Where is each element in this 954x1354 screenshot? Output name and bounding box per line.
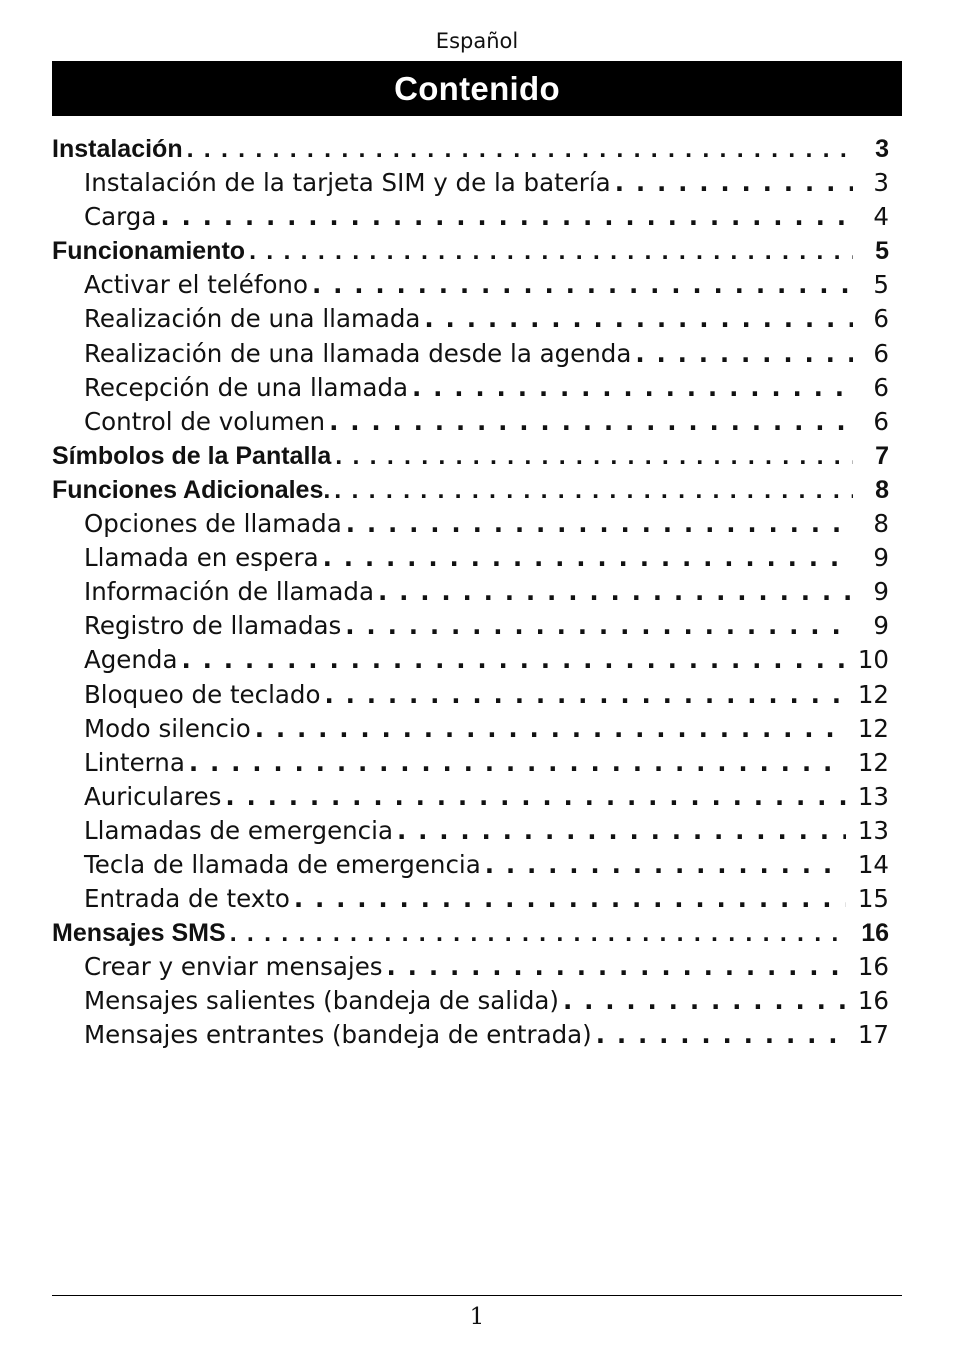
- toc-entry-label: Instalación: [52, 135, 183, 163]
- dot-leader: [312, 268, 853, 302]
- toc-subsection-entry[interactable]: [52, 746, 889, 780]
- toc-entry-page: 16: [861, 919, 889, 948]
- toc-subsection-entry[interactable]: [52, 950, 889, 984]
- toc-subsection-entry[interactable]: [52, 371, 889, 405]
- toc-entry-page: 7: [875, 441, 889, 470]
- toc-subsection-entry[interactable]: [52, 712, 889, 746]
- toc-entry-page: 4: [873, 202, 889, 232]
- toc-section-entry[interactable]: [52, 916, 889, 950]
- toc-subsection-entry[interactable]: [52, 507, 889, 541]
- toc-entry-label: Opciones de llamada: [84, 509, 342, 539]
- dot-leader: [387, 950, 846, 984]
- toc-entry-page: 8: [875, 475, 889, 504]
- toc-entry-label: Modo silencio: [84, 713, 251, 743]
- toc-entry-page: 6: [873, 338, 889, 368]
- toc-section-entry[interactable]: [52, 439, 889, 473]
- toc-entry-page: 16: [857, 952, 889, 982]
- dot-leader: [345, 609, 853, 643]
- dot-leader: [346, 507, 853, 541]
- toc-entry-page: 9: [873, 543, 889, 573]
- dot-leader: [378, 575, 853, 609]
- dot-leader: [249, 234, 853, 268]
- dot-leader: [189, 746, 846, 780]
- dot-leader: [230, 916, 850, 950]
- toc-entry-label: Información de llamada: [84, 577, 374, 607]
- toc-entry-page: 15: [857, 884, 889, 914]
- toc-subsection-entry[interactable]: [52, 984, 889, 1018]
- toc-entry-page: 12: [857, 713, 889, 743]
- toc-subsection-entry[interactable]: [52, 1018, 889, 1052]
- toc-subsection-entry[interactable]: [52, 337, 889, 371]
- dot-leader: [397, 814, 846, 848]
- toc-subsection-entry[interactable]: [52, 609, 889, 643]
- dot-leader: [334, 473, 853, 507]
- dot-leader: [187, 132, 853, 166]
- toc-entry-page: 6: [873, 372, 889, 402]
- toc-subsection-entry[interactable]: [52, 678, 889, 712]
- toc-entry-label: Bloqueo de teclado: [84, 679, 321, 709]
- toc-entry-label: Control de volumen: [84, 406, 326, 436]
- toc-section-entry[interactable]: [52, 473, 889, 507]
- toc-entry-label: Mensajes SMS: [52, 919, 226, 948]
- dot-leader: [225, 780, 845, 814]
- dot-leader: [255, 712, 846, 746]
- toc-entry-label: Activar el teléfono: [84, 270, 308, 300]
- toc-entry-label: Registro de llamadas: [84, 611, 342, 641]
- toc-entry-page: 5: [875, 237, 889, 266]
- dot-leader: [323, 541, 853, 575]
- toc-subsection-entry[interactable]: [52, 166, 889, 200]
- dot-leader: [324, 678, 845, 712]
- dot-leader: [335, 439, 853, 473]
- toc-subsection-entry[interactable]: [52, 575, 889, 609]
- toc-subsection-entry[interactable]: [52, 541, 889, 575]
- page-title: Contenido: [394, 69, 560, 107]
- toc-entry-label: Entrada de texto: [84, 884, 290, 914]
- dot-leader: [485, 848, 846, 882]
- dot-leader: [635, 337, 853, 371]
- toc-subsection-entry[interactable]: [52, 200, 889, 234]
- toc-entry-page: 3: [873, 168, 889, 198]
- toc-entry-label: Símbolos de la Pantalla: [52, 441, 332, 470]
- toc-entry-page: 12: [857, 679, 889, 709]
- dot-leader: [424, 302, 853, 336]
- toc-entry-label: Funciones Adicionales.: [52, 475, 331, 504]
- toc-entry-label: Agenda: [84, 645, 178, 675]
- toc-subsection-entry[interactable]: [52, 405, 889, 439]
- toc-subsection-entry[interactable]: [52, 643, 889, 677]
- toc-entry-page: 13: [857, 781, 889, 811]
- toc-entry-label: Recepción de una llamada: [84, 372, 409, 402]
- language-label: Español: [435, 29, 519, 53]
- toc-entry-label: Auriculares: [84, 781, 222, 811]
- title-bar: [52, 61, 902, 116]
- toc-entry-label: Llamada en espera: [84, 543, 319, 573]
- toc-entry-label: Mensajes salientes (bandeja de salida): [84, 986, 559, 1016]
- toc-entry-label: Tecla de llamada de emergencia: [84, 849, 481, 879]
- toc-entry-page: 6: [873, 406, 889, 436]
- dot-leader: [615, 166, 853, 200]
- toc-entry-page: 12: [857, 747, 889, 777]
- toc-subsection-entry[interactable]: [52, 848, 889, 882]
- toc-entry-label: Realización de una llamada desde la agenda: [84, 338, 632, 368]
- dot-leader: [329, 405, 853, 439]
- table-of-contents: [52, 132, 889, 1053]
- toc-entry-label: Instalación de la tarjeta SIM y de la batería: [84, 168, 611, 198]
- dot-leader: [563, 984, 846, 1018]
- dot-leader: [596, 1018, 846, 1052]
- toc-entry-page: 5: [873, 270, 889, 300]
- toc-entry-label: Linterna: [84, 747, 185, 777]
- toc-entry-page: 14: [857, 849, 889, 879]
- toc-entry-label: Llamadas de emergencia: [84, 815, 393, 845]
- dot-leader: [294, 882, 846, 916]
- toc-entry-page: 9: [873, 577, 889, 607]
- toc-entry-label: Carga: [84, 202, 157, 232]
- toc-subsection-entry[interactable]: [52, 882, 889, 916]
- toc-entry-label: Funcionamiento: [52, 237, 246, 266]
- toc-subsection-entry[interactable]: [52, 814, 889, 848]
- toc-entry-label: Realización de una llamada: [84, 304, 421, 334]
- page-number: 1: [469, 1304, 485, 1330]
- toc-entry-page: 3: [875, 135, 889, 163]
- toc-entry-page: 16: [857, 986, 889, 1016]
- toc-subsection-entry[interactable]: [52, 780, 889, 814]
- toc-entry-page: 13: [857, 815, 889, 845]
- toc-entry-label: Mensajes entrantes (bandeja de entrada): [84, 1020, 592, 1050]
- toc-subsection-entry[interactable]: [52, 302, 889, 336]
- dot-leader: [412, 371, 853, 405]
- toc-entry-page: 17: [857, 1020, 889, 1050]
- dot-leader: [181, 643, 845, 677]
- dot-leader: [160, 200, 853, 234]
- toc-entry-page: 10: [857, 645, 889, 675]
- toc-subsection-entry[interactable]: [52, 268, 889, 302]
- toc-entry-page: 6: [873, 304, 889, 334]
- toc-entry-page: 9: [873, 611, 889, 641]
- toc-entry-label: Crear y enviar mensajes: [84, 952, 383, 982]
- toc-section-entry[interactable]: [52, 234, 889, 268]
- toc-entry-page: 8: [873, 509, 889, 539]
- footer-divider: [52, 1295, 902, 1296]
- toc-section-entry[interactable]: [52, 132, 889, 166]
